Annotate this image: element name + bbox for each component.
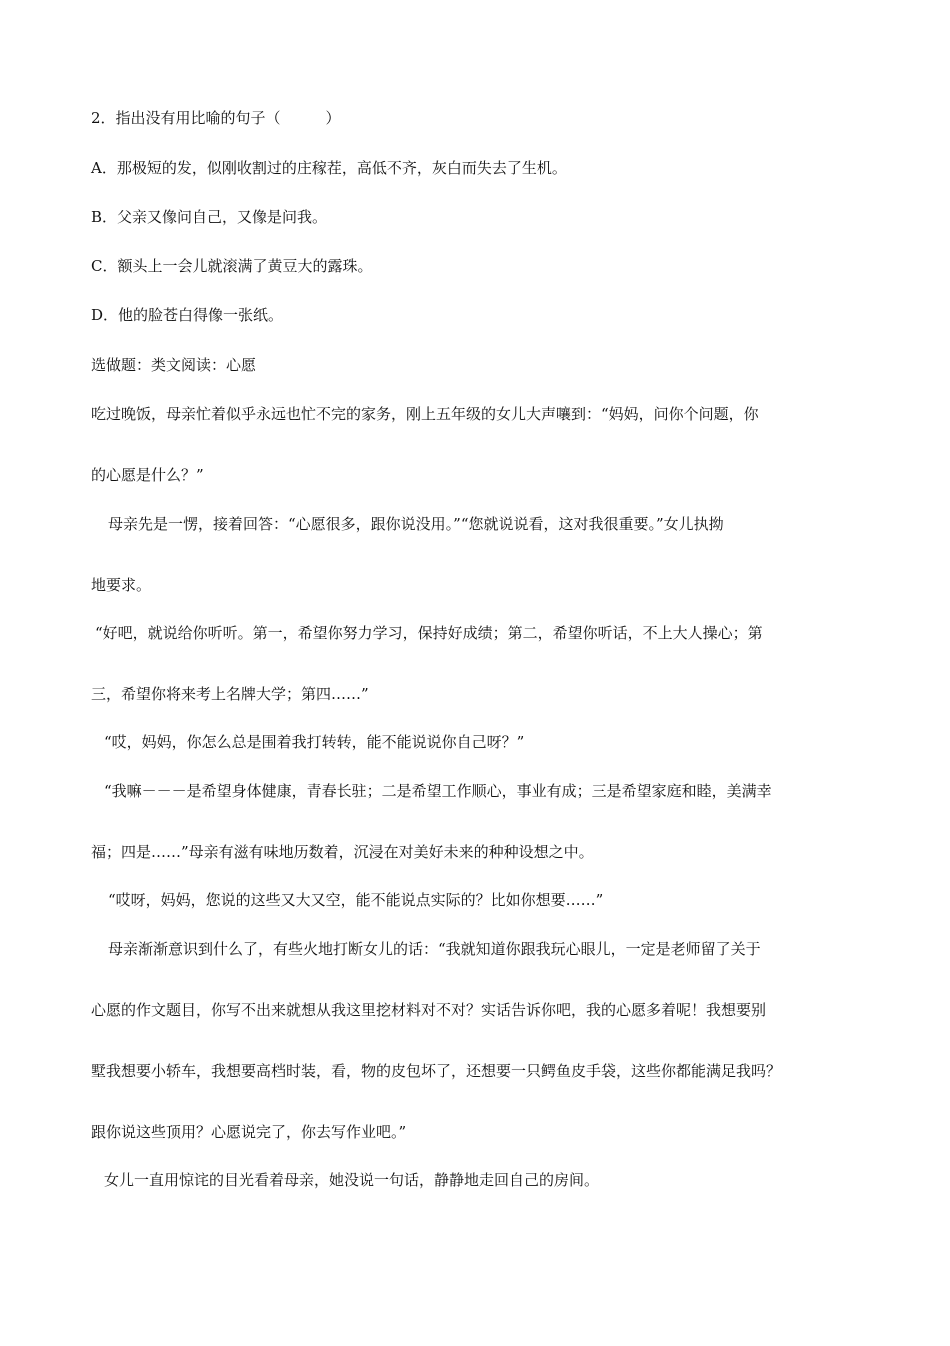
option-c: C．额头上一会儿就滚满了黄豆大的露珠。 — [91, 257, 373, 275]
question-stem: 2．指出没有用比喻的句子（ ） — [91, 109, 341, 127]
option-b: B．父亲又像问自己，又像是问我。 — [91, 208, 328, 226]
option-a: A．那极短的发，似刚收割过的庄稼茬，高低不齐，灰白而失去了生机。 — [91, 159, 567, 177]
reading-line: 三，希望你将来考上名牌大学；第四……” — [91, 685, 369, 703]
reading-line: “好吧，就说给你听听。第一，希望你努力学习，保持好成绩；第二，希望你听话，不上大人操心；第 — [95, 624, 763, 642]
reading-line: 的心愿是什么？” — [91, 466, 204, 484]
reading-line: 母亲渐渐意识到什么了，有些火地打断女儿的话：“我就知道你跟我玩心眼儿，一定是老师留了关于 — [108, 940, 761, 958]
reading-heading: 选做题：类文阅读：心愿 — [91, 356, 257, 374]
reading-line: 吃过晚饭，母亲忙着似乎永远也忙不完的家务，刚上五年级的女儿大声嚷到：“妈妈，问你个问题，你 — [91, 405, 759, 423]
option-d: D．他的脸苍白得像一张纸。 — [91, 306, 284, 324]
reading-line: 墅我想要小轿车，我想要高档时装，看，物的皮包坏了，还想要一只鳄鱼皮手袋，这些你都能满足我吗？ — [91, 1062, 782, 1080]
reading-line: “哎呀，妈妈，您说的这些又大又空，能不能说点实际的？比如你想要……” — [108, 891, 604, 909]
reading-line: “哎，妈妈，你怎么总是围着我打转转，能不能说说你自己呀？” — [104, 733, 525, 751]
reading-line: 女儿一直用惊诧的目光看着母亲，她没说一句话，静静地走回自己的房间。 — [104, 1171, 600, 1189]
reading-line: 心愿的作文题目，你写不出来就想从我这里挖材料对不对？实话告诉你吧，我的心愿多着呢！我想要别 — [91, 1001, 767, 1019]
reading-line: 跟你说这些顶用？心愿说完了，你去写作业吧。” — [91, 1123, 407, 1141]
reading-line: 母亲先是一愣，接着回答：“心愿很多，跟你说没用。”“您就说说看，这对我很重要。”女儿执拗 — [108, 515, 724, 533]
reading-line: “我嘛－－－是希望身体健康，青春长驻；二是希望工作顺心，事业有成；三是希望家庭和睦，美满幸 — [104, 782, 772, 800]
reading-line: 地要求。 — [91, 576, 152, 594]
reading-line: 福；四是……”母亲有滋有味地历数着，沉浸在对美好未来的种种设想之中。 — [91, 843, 594, 861]
